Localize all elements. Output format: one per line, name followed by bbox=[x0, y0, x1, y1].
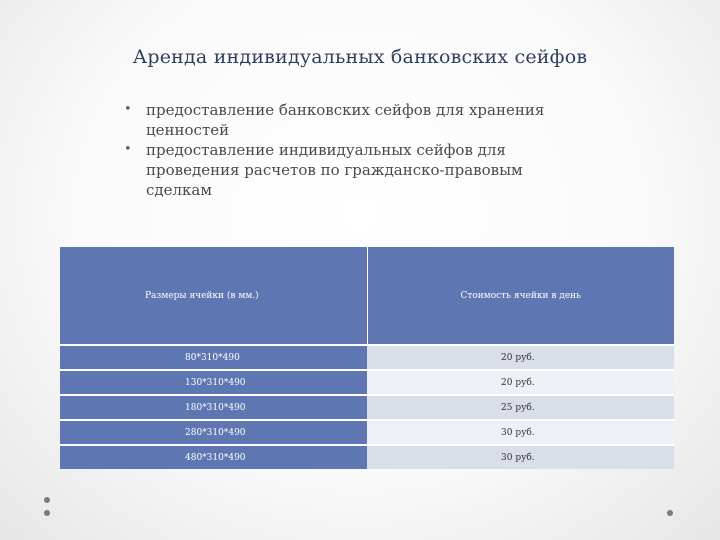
header-size: Размеры ячейки (в мм.) bbox=[60, 247, 367, 345]
table-header-row bbox=[60, 247, 674, 345]
cell-size: 80*310*490 bbox=[60, 345, 367, 370]
cell-size: 180*310*490 bbox=[60, 395, 367, 420]
header-price: Стоимость ячейки в день bbox=[367, 247, 674, 345]
cell-size: 280*310*490 bbox=[60, 420, 367, 445]
decorative-dot-icon bbox=[44, 497, 50, 503]
decorative-dot-icon bbox=[44, 510, 50, 516]
bullet-icon: • bbox=[124, 102, 132, 117]
table-row bbox=[60, 395, 674, 420]
table-row bbox=[60, 370, 674, 395]
cell-price: 25 руб. bbox=[367, 395, 674, 420]
table-row bbox=[60, 445, 674, 469]
pricing-table bbox=[60, 247, 674, 469]
slide-title: Аренда индивидуальных банковских сейфов bbox=[132, 46, 588, 68]
cell-size: 480*310*490 bbox=[60, 445, 367, 469]
bullet-icon: • bbox=[124, 142, 132, 157]
bullet-item bbox=[122, 100, 592, 140]
table-row bbox=[60, 420, 674, 445]
cell-price: 20 руб. bbox=[367, 370, 674, 395]
table-row bbox=[60, 345, 674, 370]
bullet-list bbox=[122, 100, 592, 200]
bullet-item bbox=[122, 140, 592, 200]
bullet-text: предоставление индивидуальных сейфов для проведения расчетов по гражданско-правовым сделкам bbox=[146, 141, 523, 199]
cell-price: 30 руб. bbox=[367, 445, 674, 469]
bullet-text: предоставление банковских сейфов для хранения ценностей bbox=[146, 101, 545, 139]
cell-price: 20 руб. bbox=[367, 345, 674, 370]
cell-price: 30 руб. bbox=[367, 420, 674, 445]
cell-size: 130*310*490 bbox=[60, 370, 367, 395]
decorative-dot-icon bbox=[667, 510, 673, 516]
